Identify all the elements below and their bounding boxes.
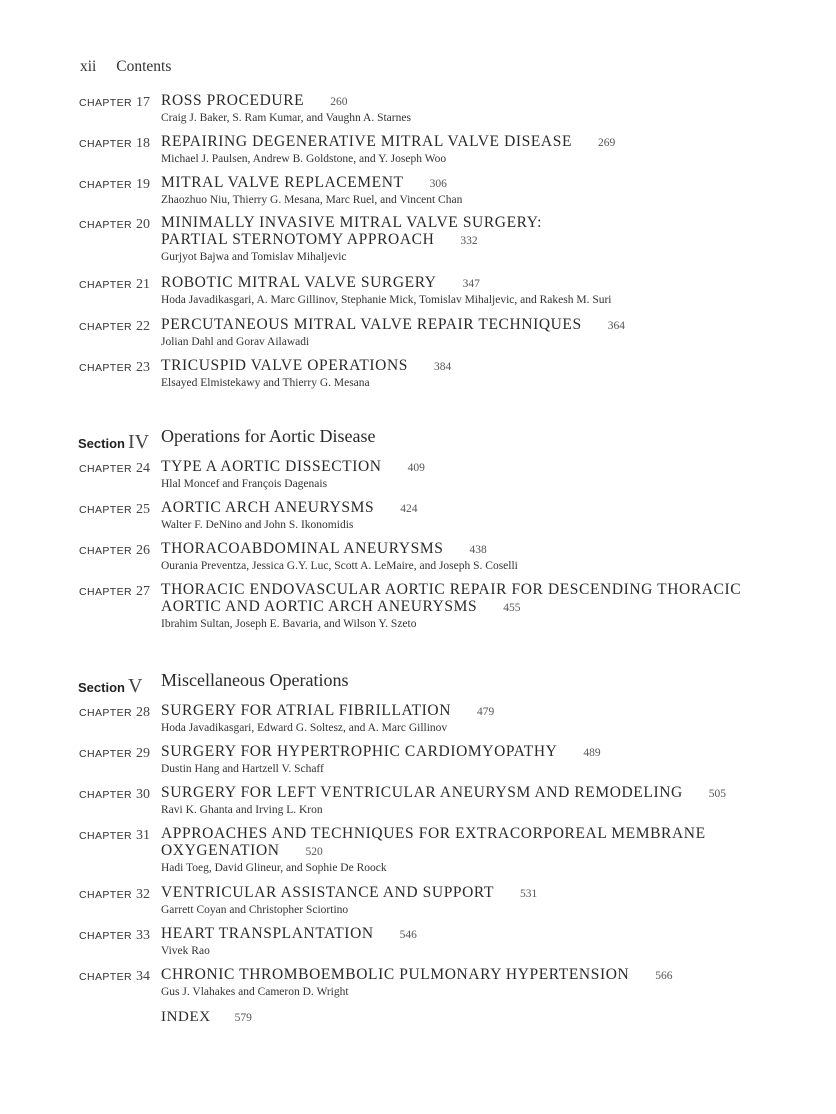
chapter-authors: Hlal Moncef and François Dagenais xyxy=(161,478,328,490)
chapter-page: 269 xyxy=(598,137,616,149)
chapter-label: CHAPTER 23 xyxy=(79,360,150,375)
chapter-label: CHAPTER 26 xyxy=(79,543,150,558)
chapter-body xyxy=(161,884,761,917)
chapter-number: 17 xyxy=(135,95,150,110)
chapter-number: 22 xyxy=(135,319,150,334)
chapter-title-line: ROSS PROCEDURE 260 xyxy=(161,92,348,109)
chapter-number: 34 xyxy=(135,969,150,984)
page-number: xii xyxy=(80,58,97,75)
chapter-title-line: THORACOABDOMINAL ANEURYSMS 438 xyxy=(161,540,487,557)
chapter-label: CHAPTER 20 xyxy=(79,217,150,232)
chapter-authors: Ourania Preventza, Jessica G.Y. Luc, Scott A. LeMaire, and Joseph S. Coselli xyxy=(161,560,518,572)
chapter-title-line: THORACIC ENDOVASCULAR AORTIC REPAIR FOR DESCENDING THORACIC xyxy=(161,581,742,598)
chapter-body xyxy=(161,274,761,307)
section-number: IV xyxy=(127,431,150,453)
chapter-number: 32 xyxy=(135,887,150,902)
chapter-number: 20 xyxy=(135,217,150,232)
chapter-page: 332 xyxy=(460,235,478,247)
chapter-title-line: AORTIC AND AORTIC ARCH ANEURYSMS 455 xyxy=(161,598,521,615)
chapter-title-line: APPROACHES AND TECHNIQUES FOR EXTRACORPOREAL MEMBRANE xyxy=(161,825,706,842)
chapter-page: 364 xyxy=(607,320,625,332)
chapter-label: CHAPTER 30 xyxy=(79,787,150,802)
chapter-title-line: MITRAL VALVE REPLACEMENT 306 xyxy=(161,174,447,191)
chapter-number: 27 xyxy=(135,584,150,599)
chapter-number: 28 xyxy=(135,705,150,720)
chapter-authors: Gurjyot Bajwa and Tomislav Mihaljevic xyxy=(161,251,347,263)
chapter-label: CHAPTER 29 xyxy=(79,746,150,761)
chapter-body xyxy=(161,174,761,207)
chapter-number: 30 xyxy=(135,787,150,802)
chapter-title-line: SURGERY FOR HYPERTROPHIC CARDIOMYOPATHY 489 xyxy=(161,743,601,760)
chapter-body xyxy=(161,966,761,999)
chapter-number: 18 xyxy=(135,136,150,151)
chapter-title-line: TYPE A AORTIC DISSECTION 409 xyxy=(161,458,425,475)
index-label: INDEX xyxy=(161,1009,211,1025)
chapter-page: 546 xyxy=(399,929,417,941)
chapter-body xyxy=(161,499,761,532)
chapter-authors: Zhaozhuo Niu, Thierry G. Mesana, Marc Ruel, and Vincent Chan xyxy=(161,194,463,206)
section-label xyxy=(78,675,142,698)
chapter-authors: Garrett Coyan and Christopher Sciortino xyxy=(161,904,349,916)
chapter-authors: Ravi K. Ghanta and Irving L. Kron xyxy=(161,804,323,816)
chapter-body xyxy=(161,702,761,735)
chapter-page: 479 xyxy=(477,706,495,718)
section-title: Operations for Aortic Disease xyxy=(161,426,376,446)
chapter-number: 24 xyxy=(135,461,150,476)
section-word: Section xyxy=(78,680,125,695)
chapter-authors: Hoda Javadikasgari, Edward G. Soltesz, and A. Marc Gillinov xyxy=(161,722,448,734)
chapter-body xyxy=(161,214,761,264)
chapter-authors: Vivek Rao xyxy=(161,945,210,957)
chapter-body xyxy=(161,784,761,817)
chapter-title-line: REPAIRING DEGENERATIVE MITRAL VALVE DISEASE 269 xyxy=(161,133,616,150)
section-number: V xyxy=(127,675,143,697)
chapter-label: CHAPTER 22 xyxy=(79,319,150,334)
chapter-label: CHAPTER 33 xyxy=(79,928,150,943)
chapter-body xyxy=(161,540,761,573)
chapter-authors: Ibrahim Sultan, Joseph E. Bavaria, and Wilson Y. Szeto xyxy=(161,618,417,630)
chapter-authors: Gus J. Vlahakes and Cameron D. Wright xyxy=(161,986,349,998)
chapter-authors: Jolian Dahl and Gorav Ailawadi xyxy=(161,336,310,348)
index-entry[interactable] xyxy=(161,1009,252,1026)
chapter-title-line: VENTRICULAR ASSISTANCE AND SUPPORT 531 xyxy=(161,884,538,901)
chapter-page: 384 xyxy=(434,361,452,373)
chapter-page: 531 xyxy=(520,888,538,900)
chapter-body xyxy=(161,133,761,166)
chapter-title-line: OXYGENATION 520 xyxy=(161,842,323,859)
chapter-label: CHAPTER 24 xyxy=(79,461,150,476)
chapter-page: 505 xyxy=(708,788,727,800)
chapter-number: 31 xyxy=(135,828,150,843)
section-word: Section xyxy=(78,436,125,451)
chapter-page: 438 xyxy=(469,544,487,556)
chapter-page: 260 xyxy=(330,96,348,108)
chapter-body xyxy=(161,581,761,631)
chapter-page: 455 xyxy=(503,602,521,614)
chapter-authors: Dustin Hang and Hartzell V. Schaff xyxy=(161,763,324,775)
chapter-label: CHAPTER 32 xyxy=(79,887,150,902)
chapter-body xyxy=(161,92,761,125)
chapter-title-line: TRICUSPID VALVE OPERATIONS 384 xyxy=(161,357,452,374)
chapter-page: 409 xyxy=(407,462,425,474)
chapter-body xyxy=(161,316,761,349)
chapter-authors: Craig J. Baker, S. Ram Kumar, and Vaughn A. Starnes xyxy=(161,112,411,124)
chapter-page: 424 xyxy=(400,503,418,515)
chapter-body xyxy=(161,925,761,958)
chapter-body xyxy=(161,743,761,776)
chapter-page: 489 xyxy=(583,747,601,759)
chapter-number: 26 xyxy=(135,543,150,558)
chapter-label: CHAPTER 31 xyxy=(79,828,150,843)
chapter-number: 21 xyxy=(135,277,150,292)
chapter-title-line: HEART TRANSPLANTATION 546 xyxy=(161,925,417,942)
chapter-label: CHAPTER 34 xyxy=(79,969,150,984)
chapter-authors: Walter F. DeNino and John S. Ikonomidis xyxy=(161,519,354,531)
chapter-label: CHAPTER 28 xyxy=(79,705,150,720)
chapter-label: CHAPTER 21 xyxy=(79,277,150,292)
chapter-title-line: PERCUTANEOUS MITRAL VALVE REPAIR TECHNIQUES 364 xyxy=(161,316,625,333)
running-title: Contents xyxy=(116,58,172,75)
chapter-number: 25 xyxy=(135,502,150,517)
chapter-page: 306 xyxy=(429,178,447,190)
chapter-label: CHAPTER 18 xyxy=(79,136,150,151)
chapter-title-line: CHRONIC THROMBOEMBOLIC PULMONARY HYPERTENSION 566 xyxy=(161,966,673,983)
chapter-page: 566 xyxy=(655,970,673,982)
chapter-body xyxy=(161,357,761,390)
chapter-title-line: SURGERY FOR LEFT VENTRICULAR ANEURYSM AND REMODELING 505 xyxy=(161,784,727,801)
section-label xyxy=(78,431,149,454)
section-title: Miscellaneous Operations xyxy=(161,670,349,690)
chapter-title-line: SURGERY FOR ATRIAL FIBRILLATION 479 xyxy=(161,702,495,719)
chapter-title-line: AORTIC ARCH ANEURYSMS 424 xyxy=(161,499,418,516)
chapter-body xyxy=(161,825,761,875)
chapter-title-line: MINIMALLY INVASIVE MITRAL VALVE SURGERY: xyxy=(161,214,542,231)
running-header xyxy=(80,58,171,76)
chapter-page: 520 xyxy=(305,846,323,858)
chapter-title-line: ROBOTIC MITRAL VALVE SURGERY 347 xyxy=(161,274,480,291)
chapter-authors: Michael J. Paulsen, Andrew B. Goldstone, and Y. Joseph Woo xyxy=(161,153,447,165)
chapter-label: CHAPTER 17 xyxy=(79,95,150,110)
chapter-number: 23 xyxy=(135,360,150,375)
chapter-number: 33 xyxy=(135,928,150,943)
chapter-body xyxy=(161,458,761,491)
chapter-label: CHAPTER 25 xyxy=(79,502,150,517)
index-page: 579 xyxy=(234,1012,252,1024)
chapter-label: CHAPTER 19 xyxy=(79,177,150,192)
chapter-authors: Hadi Toeg, David Glineur, and Sophie De Roock xyxy=(161,862,387,874)
chapter-label: CHAPTER 27 xyxy=(79,584,150,599)
chapter-number: 19 xyxy=(135,177,150,192)
chapter-title-line: PARTIAL STERNOTOMY APPROACH 332 xyxy=(161,231,478,248)
chapter-authors: Elsayed Elmistekawy and Thierry G. Mesana xyxy=(161,377,370,389)
chapter-page: 347 xyxy=(462,278,480,290)
chapter-authors: Hoda Javadikasgari, A. Marc Gillinov, Stephanie Mick, Tomislav Mihaljevic, and Rakesh M. Suri xyxy=(161,294,612,306)
chapter-number: 29 xyxy=(135,746,150,761)
